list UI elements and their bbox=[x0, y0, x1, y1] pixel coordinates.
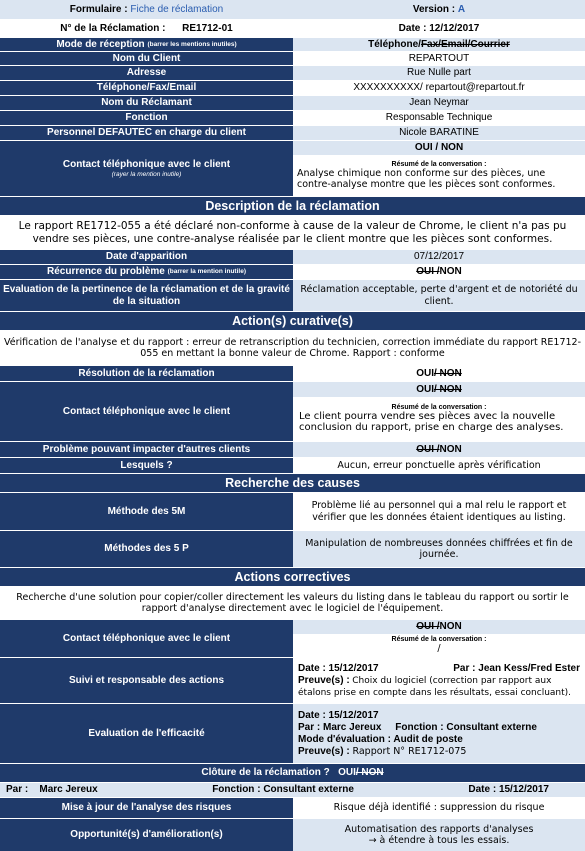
client-name-value: REPARTOUT bbox=[293, 52, 585, 65]
mode-label bbox=[0, 38, 293, 51]
resolution-row bbox=[0, 366, 585, 382]
occurrence-date-value: 07/12/2017 bbox=[293, 250, 585, 264]
resolution-label: Résolution de la réclamation bbox=[0, 366, 293, 381]
opportunity-value bbox=[293, 819, 585, 851]
curative-text: Vérification de l'analyse et du rapport : erreur de retranscription du technicien, correction immédiate du rapport RE1712-055 en mettant la bonne valeur de Chrome. Rapport : conforme bbox=[0, 331, 585, 365]
summary-label-3: Résumé de la conversation : bbox=[391, 636, 487, 644]
form-label: Formulaire : bbox=[69, 3, 128, 15]
contact-row-3 bbox=[0, 620, 585, 658]
method-5p-value: Manipulation de nombreuses données chiffrées et fin de journée. bbox=[293, 531, 585, 567]
contact-oui-3: OUI / bbox=[416, 621, 440, 633]
contact-non-2: / NON bbox=[434, 383, 462, 395]
date-label: Date : bbox=[398, 22, 427, 34]
reclamation-number bbox=[0, 20, 293, 37]
evaluation-value: Réclamation acceptable, perte d'argent et de notoriété du client. bbox=[293, 280, 585, 311]
causes-title: Recherche des causes bbox=[0, 474, 585, 492]
follow-up-row bbox=[0, 658, 585, 704]
mode-value-phone: Téléphone/ bbox=[368, 38, 421, 50]
follow-up-proof bbox=[298, 675, 580, 699]
follow-up-proof-text: Choix du logiciel (correction par rapport aux étalons prise en compte dans les résultats, essai concluant). bbox=[298, 675, 572, 698]
evaluation-row bbox=[0, 280, 585, 312]
which-value: Aucun, erreur ponctuelle après vérification bbox=[293, 458, 585, 473]
opportunity-line-1: Automatisation des rapports d'analyses bbox=[344, 823, 534, 835]
efficiency-by: Par : Marc Jereux Fonction : Consultant externe bbox=[298, 721, 537, 733]
follow-up-date: Date : 15/12/2017 bbox=[298, 662, 379, 674]
version-label: Version : bbox=[412, 3, 456, 15]
impact-non: NON bbox=[439, 443, 462, 455]
mode-value-struck: Fax/Email/Courrier bbox=[420, 38, 510, 50]
contact-label-1 bbox=[0, 141, 293, 196]
opportunity-line-2: → à étendre à tous les essais. bbox=[368, 835, 510, 846]
closure-date-value: 15/12/2017 bbox=[498, 784, 549, 795]
efficiency-mode: Mode d'évaluation : Audit de poste bbox=[298, 733, 463, 745]
recurrence-hint: (barrer la mention inutile) bbox=[167, 268, 246, 276]
impact-row bbox=[0, 442, 585, 458]
phone-label: Téléphone/Fax/Email bbox=[0, 81, 293, 95]
opportunity-label: Opportunité(s) d'amélioration(s) bbox=[0, 819, 293, 851]
staff-label: Personnel DEFAUTEC en charge du client bbox=[0, 126, 293, 140]
risk-value: Risque déjà identifié : suppression du risque bbox=[293, 798, 585, 818]
staff-value: Nicole BARATINE bbox=[293, 126, 585, 140]
description-header bbox=[0, 197, 585, 216]
description-text-row bbox=[0, 216, 585, 250]
method-5p-row bbox=[0, 531, 585, 568]
curative-title: Action(s) curative(s) bbox=[0, 312, 585, 330]
which-label: Lesquels ? bbox=[0, 458, 293, 473]
contact-hint: (rayer la mention inutile) bbox=[111, 170, 182, 178]
corrective-text: Recherche d'une solution pour copier/coller directement les valeurs du listing dans le tableau du rapport ou sortir le rapport d'analyse directement avec le logiciel de l'équipement. bbox=[0, 587, 585, 619]
reclamation-number-row bbox=[0, 20, 585, 38]
resolution-non: / NON bbox=[434, 367, 462, 379]
closure-details-row bbox=[0, 783, 585, 798]
efficiency-label: Evaluation de l'efficacité bbox=[0, 704, 293, 763]
summary-text-3: / bbox=[437, 643, 441, 655]
which-row bbox=[0, 458, 585, 474]
occurrence-date-label: Date d'apparition bbox=[0, 250, 293, 264]
form-name: Fiche de réclamation bbox=[130, 3, 224, 15]
phone-value: XXXXXXXXXX/ repartout@repartout.fr bbox=[293, 81, 585, 95]
summary-box-3 bbox=[293, 634, 585, 657]
recurrence-row bbox=[0, 265, 585, 280]
contact-oui-non: OUI / NON bbox=[293, 141, 585, 155]
address-label: Adresse bbox=[0, 66, 293, 80]
efficiency-row bbox=[0, 704, 585, 764]
resolution-value bbox=[293, 366, 585, 381]
efficiency-value bbox=[293, 704, 585, 763]
claimant-value: Jean Neymar bbox=[293, 96, 585, 110]
impact-oui: OUI / bbox=[416, 443, 440, 455]
follow-up-value bbox=[293, 658, 585, 703]
closure-by-value: Marc Jereux bbox=[39, 784, 98, 795]
contact-value-1 bbox=[293, 141, 585, 196]
phone-row bbox=[0, 81, 585, 96]
follow-up-by: Par : Jean Kess/Fred Ester bbox=[453, 662, 580, 674]
function-value: Responsable Technique bbox=[293, 111, 585, 125]
closure-date-label: Date : bbox=[468, 784, 497, 795]
form-header-row bbox=[0, 0, 585, 20]
claimant-row bbox=[0, 96, 585, 111]
method-5p-label: Méthodes des 5 P bbox=[0, 531, 293, 567]
description-title: Description de la réclamation bbox=[0, 197, 585, 215]
curative-header bbox=[0, 312, 585, 331]
corrective-text-row bbox=[0, 587, 585, 620]
client-name-label: Nom du Client bbox=[0, 52, 293, 65]
num-label: N° de la Réclamation : bbox=[60, 22, 166, 34]
method-5m-label: Méthode des 5M bbox=[0, 493, 293, 530]
contact-label-text: Contact téléphonique avec le client bbox=[62, 158, 231, 170]
summary-text-2: Le client pourra vendre ses pièces avec la nouvelle conclusion du rapport, prise en charge des analyses. bbox=[299, 411, 564, 434]
staff-row bbox=[0, 126, 585, 141]
closure-label: Clôture de la réclamation ? bbox=[201, 767, 330, 778]
risk-row bbox=[0, 798, 585, 819]
efficiency-date: Date : 15/12/2017 bbox=[298, 709, 379, 721]
summary-label-1: Résumé de la conversation : bbox=[391, 160, 487, 168]
num-value: RE1712-01 bbox=[182, 22, 233, 34]
summary-text-1: Analyse chimique non conforme sur des pièces, une contre-analyse montre que les pièces sont conformes. bbox=[297, 167, 556, 190]
contact-oui-non-2 bbox=[293, 382, 585, 397]
corrective-title: Actions correctives bbox=[0, 568, 585, 586]
recurrence-value bbox=[293, 265, 585, 279]
evaluation-label: Evaluation de la pertinence de la réclamation et de la gravité de la situation bbox=[0, 280, 293, 311]
method-5m-row bbox=[0, 493, 585, 531]
closure-function-label: Fonction : bbox=[212, 784, 261, 795]
follow-up-meta bbox=[298, 663, 580, 675]
summary-label-2: Résumé de la conversation : bbox=[391, 404, 487, 412]
efficiency-proof-text: Rapport N° RE1712-075 bbox=[352, 745, 467, 757]
address-value: Rue Nulle part bbox=[293, 66, 585, 80]
opportunity-row bbox=[0, 819, 585, 851]
resolution-oui: OUI bbox=[416, 367, 434, 379]
recurrence-non: NON bbox=[439, 266, 462, 277]
closure-row bbox=[0, 764, 585, 783]
function-label: Fonction bbox=[0, 111, 293, 125]
contact-oui-non-3 bbox=[293, 620, 585, 634]
mode-label-text: Mode de réception bbox=[56, 38, 145, 50]
follow-up-proof-label: Preuve(s) : bbox=[298, 674, 350, 686]
corrective-header bbox=[0, 568, 585, 587]
client-name-row bbox=[0, 52, 585, 66]
address-row bbox=[0, 66, 585, 81]
occurrence-date-row bbox=[0, 250, 585, 265]
contact-value-2 bbox=[293, 382, 585, 441]
recurrence-label bbox=[0, 265, 293, 279]
method-5m-value: Problème lié au personnel qui a mal relu le rapport et vérifier que les données étaient identiques au listing. bbox=[293, 493, 585, 530]
follow-up-label: Suivi et responsable des actions bbox=[0, 658, 293, 703]
contact-label-3: Contact téléphonique avec le client bbox=[0, 620, 293, 657]
reclamation-date bbox=[293, 20, 585, 37]
impact-label: Problème pouvant impacter d'autres clients bbox=[0, 442, 293, 457]
closure-details bbox=[0, 783, 585, 797]
closure-question bbox=[0, 764, 585, 782]
closure-function-value: Consultant externe bbox=[263, 784, 354, 795]
summary-box-1 bbox=[293, 155, 585, 196]
contact-value-3 bbox=[293, 620, 585, 657]
recurrence-oui: OUI / bbox=[416, 266, 440, 277]
causes-header bbox=[0, 474, 585, 493]
contact-label-2: Contact téléphonique avec le client bbox=[0, 382, 293, 441]
efficiency-proof-label: Preuve(s) : bbox=[298, 745, 350, 757]
closure-oui: OUI bbox=[338, 767, 356, 778]
mode-hint: (barrer les mentions inutiles) bbox=[147, 40, 237, 48]
contact-row-1 bbox=[0, 141, 585, 197]
contact-non-3: NON bbox=[439, 621, 462, 633]
summary-box-2 bbox=[293, 397, 585, 441]
version-cell bbox=[293, 0, 585, 19]
contact-oui-2: OUI bbox=[416, 383, 434, 395]
form-title bbox=[0, 0, 293, 19]
closure-by-label: Par : bbox=[6, 784, 29, 795]
closure-non: / NON bbox=[355, 767, 384, 778]
impact-value bbox=[293, 442, 585, 457]
risk-label: Mise à jour de l'analyse des risques bbox=[0, 798, 293, 818]
curative-text-row bbox=[0, 331, 585, 366]
claimant-label: Nom du Réclamant bbox=[0, 96, 293, 110]
mode-row bbox=[0, 38, 585, 52]
function-row bbox=[0, 111, 585, 126]
description-text: Le rapport RE1712-055 a été déclaré non-conforme à cause de la valeur de Chrome, le client n'a pas pu vendre ses pièces, une contre-analyse réalisée par le client montre que les pièces sont conformes. bbox=[0, 216, 585, 249]
recurrence-label-text: Récurrence du problème bbox=[47, 266, 165, 277]
mode-value bbox=[293, 38, 585, 51]
date-value: 12/12/2017 bbox=[429, 22, 480, 34]
version-value: A bbox=[457, 3, 466, 15]
contact-row-2 bbox=[0, 382, 585, 442]
